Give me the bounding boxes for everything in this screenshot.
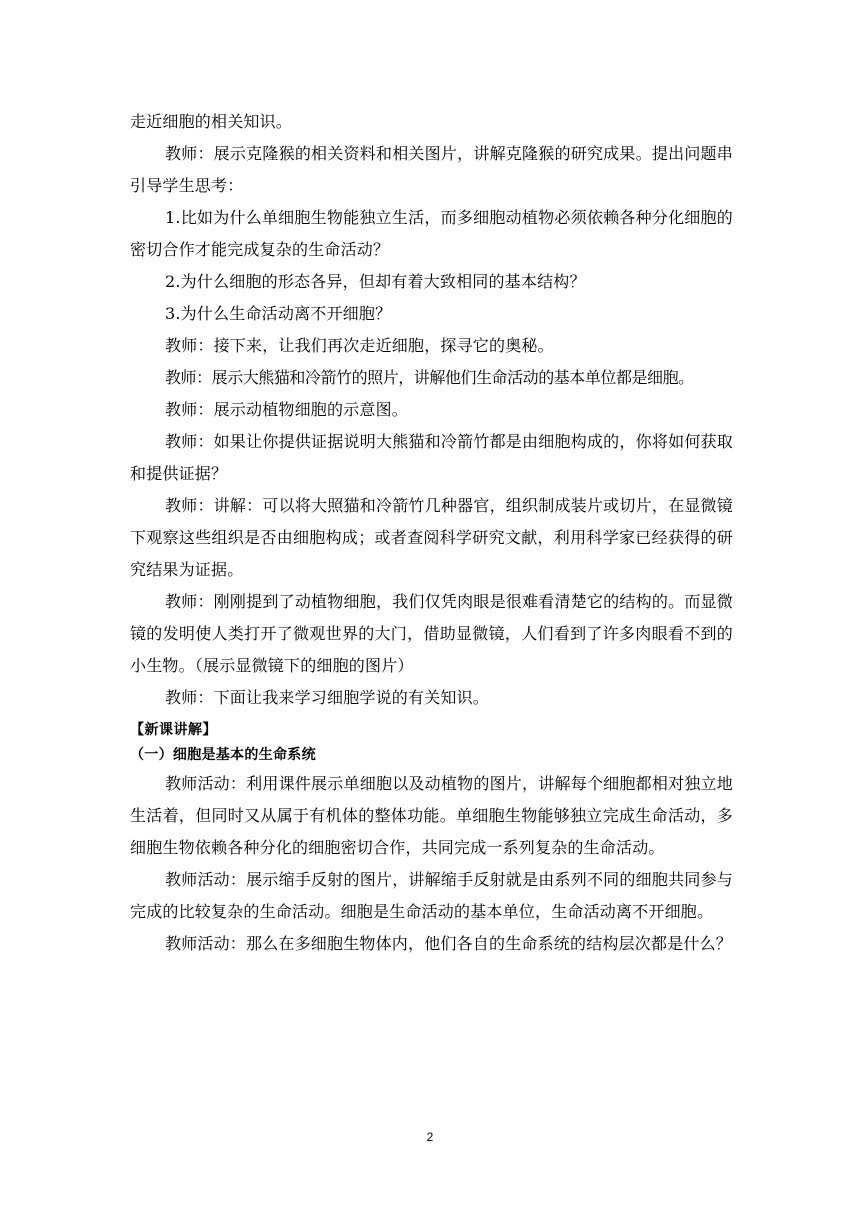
paragraph: 教师：讲解：可以将大照猫和冷箭竹几种器官，组织制成装片或切片，在显微镜下观察这些组织是否由细胞构成；或者查阅科学研究文献，利用科学家已经获得的研究结果为证据。 [130, 496, 733, 579]
paragraph: 教师活动：那么在多细胞生物体内，他们各自的生命系统的结构层次都是什么？ [165, 934, 733, 953]
paragraph: 教师：如果让你提供证据说明大熊猫和冷箭竹都是由细胞构成的，你将如何获取和提供证据？ [130, 432, 733, 483]
paragraph: 教师：展示克隆猴的相关资料和相关图片，讲解克隆猴的研究成果。提出问题串引导学生思考： [130, 144, 733, 195]
paragraph: 教师：下面让我来学习细胞学说的有关知识。 [165, 688, 490, 707]
paragraph: 教师：展示动植物细胞的示意图。 [165, 400, 409, 419]
paragraph: 教师：刚刚提到了动植物细胞，我们仅凭肉眼是很难看清楚它的结构的。而显微镜的发明使人类打开了微观世界的大门，借助显微镜，人们看到了许多肉眼看不到的小生物。（展示显微镜下的细胞的图片） [130, 592, 733, 675]
section-heading: 【新课讲解】 [130, 722, 217, 738]
question-2: 2.为什么细胞的形态各异，但却有着大致相同的基本结构？ [165, 272, 586, 291]
paragraph: 教师：接下来，让我们再次走近细胞，探寻它的奥秘。 [165, 336, 554, 355]
paragraph: 教师活动：展示缩手反射的图片，讲解缩手反射就是由系列不同的细胞共同参与完成的比较复杂的生命活动。细胞是生命活动的基本单位，生命活动离不开细胞。 [130, 870, 733, 921]
page-content [130, 106, 733, 960]
question-1: 1.比如为什么单细胞生物能独立生活，而多细胞动植物必须依赖各种分化细胞的密切合作才能完成复杂的生命活动？ [130, 208, 733, 259]
paragraph: 走近细胞的相关知识。 [130, 112, 293, 131]
question-3: 3.为什么生命活动离不开细胞？ [165, 304, 392, 323]
paragraph: 教师活动：利用课件展示单细胞以及动植物的图片，讲解每个细胞都相对独立地生活着，但同时又从属于有机体的整体功能。单细胞生物能够独立完成生命活动，多细胞生物依赖各种分化的细胞密切合作，共同完成一系列复杂的生命活动。 [130, 774, 733, 857]
paragraph: 教师：展示大熊猫和冷箭竹的照片，讲解他们生命活动的基本单位都是细胞。 [165, 368, 694, 387]
subsection-heading: （一）细胞是基本的生命系统 [130, 747, 316, 763]
page-number: 2 [426, 1130, 434, 1144]
